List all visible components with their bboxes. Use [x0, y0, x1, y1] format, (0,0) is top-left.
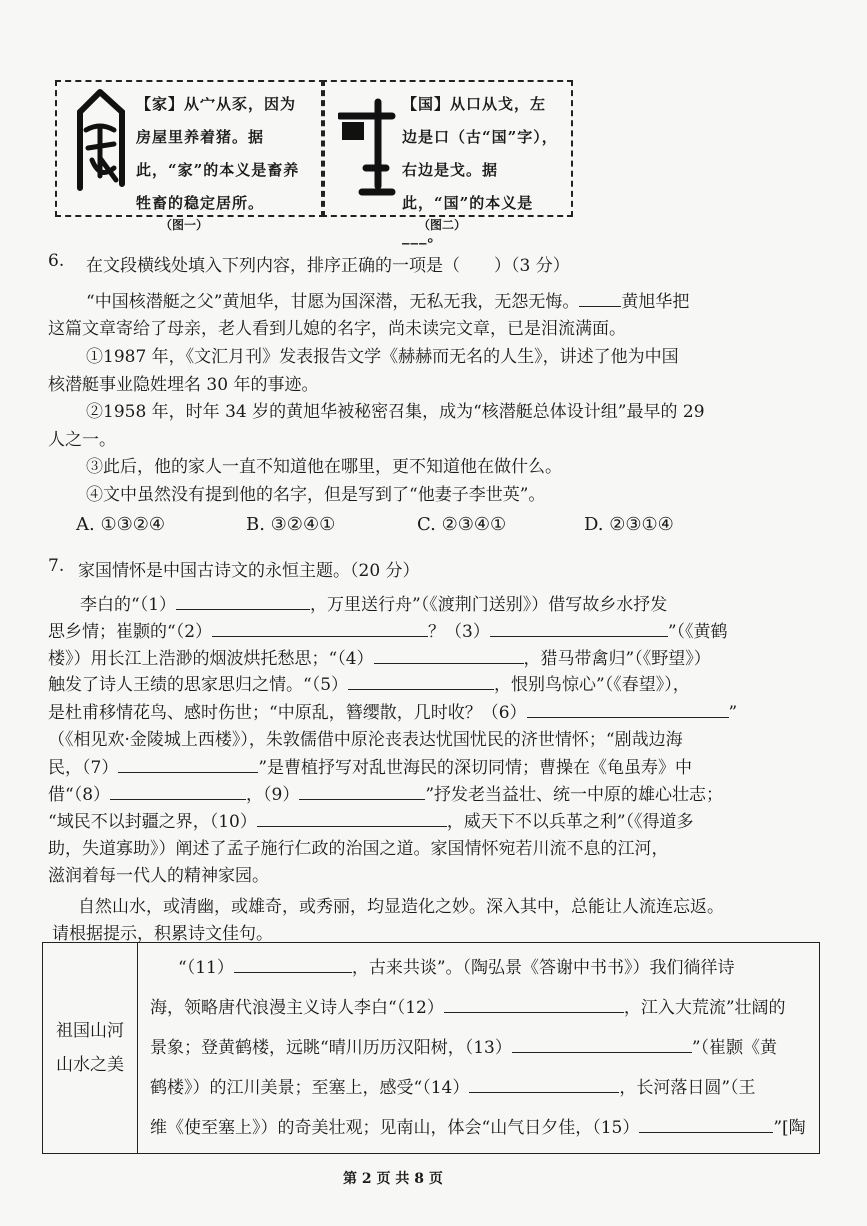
q6-option-c[interactable]: C. ②③④①: [417, 514, 507, 535]
q7-line-3: 楼》）用长江上浩渺的烟波烘托愁思；“（4） ，猎马带禽归”（《野望》）: [48, 649, 711, 669]
table-line-2: 海，领略唐代浪漫主义诗人李白“（12） ，江入大荒流”壮阔的: [150, 998, 786, 1018]
jia-glyph-image: [70, 88, 130, 193]
q7-line-2: 思乡情；崔颢的“（2） ？（3） ”（《黄鹤: [48, 622, 728, 642]
table-line-5: 维《使至塞上》）的奇美壮观；见南山，体会“山气日夕佳，（15） ”[陶: [150, 1118, 806, 1138]
q7-para2-line-1: 自然山水，或清幽，或雄奇，或秀丽，均显造化之妙。深入其中，总能让人流连忘返。: [78, 897, 724, 917]
q6-option-b[interactable]: B. ③②④①: [246, 514, 336, 535]
table-line-4: 鹤楼》）的江川美景；至塞上，感受“（14） ，长河落日圆”（王: [150, 1078, 756, 1098]
blank-11[interactable]: [234, 956, 352, 973]
q7-line-8: 借“（8） ，（9） ”抒发老当益壮、统一中原的雄心壮志；: [48, 785, 724, 805]
table-left-cell: [43, 943, 138, 1154]
q6-passage-line-2: 这篇文章寄给了母亲，老人看到儿媳的名字，尚未读完文章，已是泪流满面。: [48, 319, 626, 339]
blank-14[interactable]: [469, 1076, 619, 1093]
blank-12[interactable]: [444, 996, 624, 1013]
q6-option-d[interactable]: D. ②③①④: [584, 514, 674, 535]
q6-sentence-1b: 核潜艇事业隐姓埋名 30 年的事迹。: [48, 375, 319, 395]
blank-13[interactable]: [512, 1036, 692, 1053]
q7-line-5: 是杜甫移情花鸟、感时伤世；“中原乱，簪缨散，几时收？（6） ”: [48, 703, 738, 723]
figure-1-caption: （图一）: [160, 218, 209, 232]
page-footer: 第 2 页 共 8 页: [343, 1171, 443, 1187]
table-right-cell: [138, 943, 820, 1154]
q7-line-10: 助，失道寡助》）阐述了孟子施行仁政的治国之道。家国情怀宛若川流不息的江河，: [48, 839, 669, 859]
q6-sentence-4: ④文中虽然没有提到他的名字，但是写到了“他妻子李世英”。: [86, 485, 546, 505]
blank-8[interactable]: [110, 783, 246, 800]
figure-1-text: 【家】从宀从豕，因为房屋里养着猪。据此，“家”的本义是畜养牲畜的稳定居所。: [136, 95, 300, 212]
q7-line-1: 李白的“（1） ，万里送行舟”（《渡荆门送别》）借写故乡水抒发: [80, 595, 668, 615]
q7-stem: 家国情怀是中国古诗文的永恒主题。（20 分）: [78, 561, 420, 581]
guo-glyph-image: [338, 98, 396, 198]
blank-15[interactable]: [639, 1116, 773, 1133]
blank-7[interactable]: [118, 756, 258, 773]
q6-sentence-1a: ①1987 年，《文汇月刊》发表报告文学《赫赫而无名的人生》，讲述了他为中国: [86, 347, 679, 367]
blank-3[interactable]: [490, 620, 668, 637]
q7-line-9: “域民不以封疆之界，（10） ，威天下不以兵革之利”（《得道多: [48, 812, 694, 832]
q6-passage-line-1: “中国核潜艇之父”黄旭华，甘愿为国深潜，无私无我，无怨无悔。 黄旭华把: [86, 292, 690, 312]
figure-2-text: 【国】从口从戈，左边是口（古“国”字），右边是戈。据此，“国”的本义是___。: [402, 95, 558, 245]
blank-10[interactable]: [257, 810, 447, 827]
q6-answer-blank[interactable]: [579, 290, 621, 307]
q7-line-4: 触发了诗人王绩的思家思归之情。“（5） ，恨别鸟惊心”（《春望》），: [48, 675, 690, 695]
q6-option-a[interactable]: A. ①③②④: [76, 514, 165, 535]
q6-number: 6.: [48, 251, 65, 271]
poetry-table: [42, 942, 820, 1154]
table-line-1: “（11） ，古来共谈”。（陶弘景《答谢中书书》）我们徜徉诗: [178, 958, 735, 978]
q7-para2-line-2: 请根据提示，积累诗文佳句。: [52, 924, 273, 944]
figure-2-caption: （图二）: [418, 218, 467, 232]
blank-1[interactable]: [176, 593, 310, 610]
table-left-label-2: 山水之美: [56, 1055, 124, 1075]
q7-number: 7.: [48, 556, 65, 576]
q6-sentence-2a: ②1958 年，时年 34 岁的黄旭华被秘密召集，成为“核潜艇总体设计组”最早的 29: [86, 402, 705, 422]
q6-stem: 在文段横线处填入下列内容，排序正确的一项是（ ）（3 分）: [86, 256, 570, 276]
blank-2[interactable]: [212, 620, 428, 637]
q6-sentence-2b: 人之一。: [48, 430, 116, 450]
blank-6[interactable]: [527, 701, 729, 718]
blank-5[interactable]: [348, 673, 494, 690]
q6-sentence-3: ③此后，他的家人一直不知道他在哪里，更不知道他在做什么。: [86, 457, 562, 477]
q7-line-11: 滋润着每一代人的精神家园。: [48, 866, 269, 886]
table-line-3: 景象；登黄鹤楼，远眺“晴川历历汉阳树，（13） ”（崔颢《黄: [150, 1038, 778, 1058]
table-left-label-1: 祖国山河: [56, 1021, 124, 1041]
q7-line-6: （《相见欢·金陵城上西楼》），朱敦儒借中原沦丧表达忧国忧民的济世情怀；“剧哉边海: [48, 730, 683, 750]
blank-4[interactable]: [374, 647, 524, 664]
blank-9[interactable]: [299, 783, 425, 800]
q7-line-7: 民，（7） ”是曹植抒写对乱世海民的深切同情；曹操在《龟虽寿》中: [48, 758, 693, 778]
